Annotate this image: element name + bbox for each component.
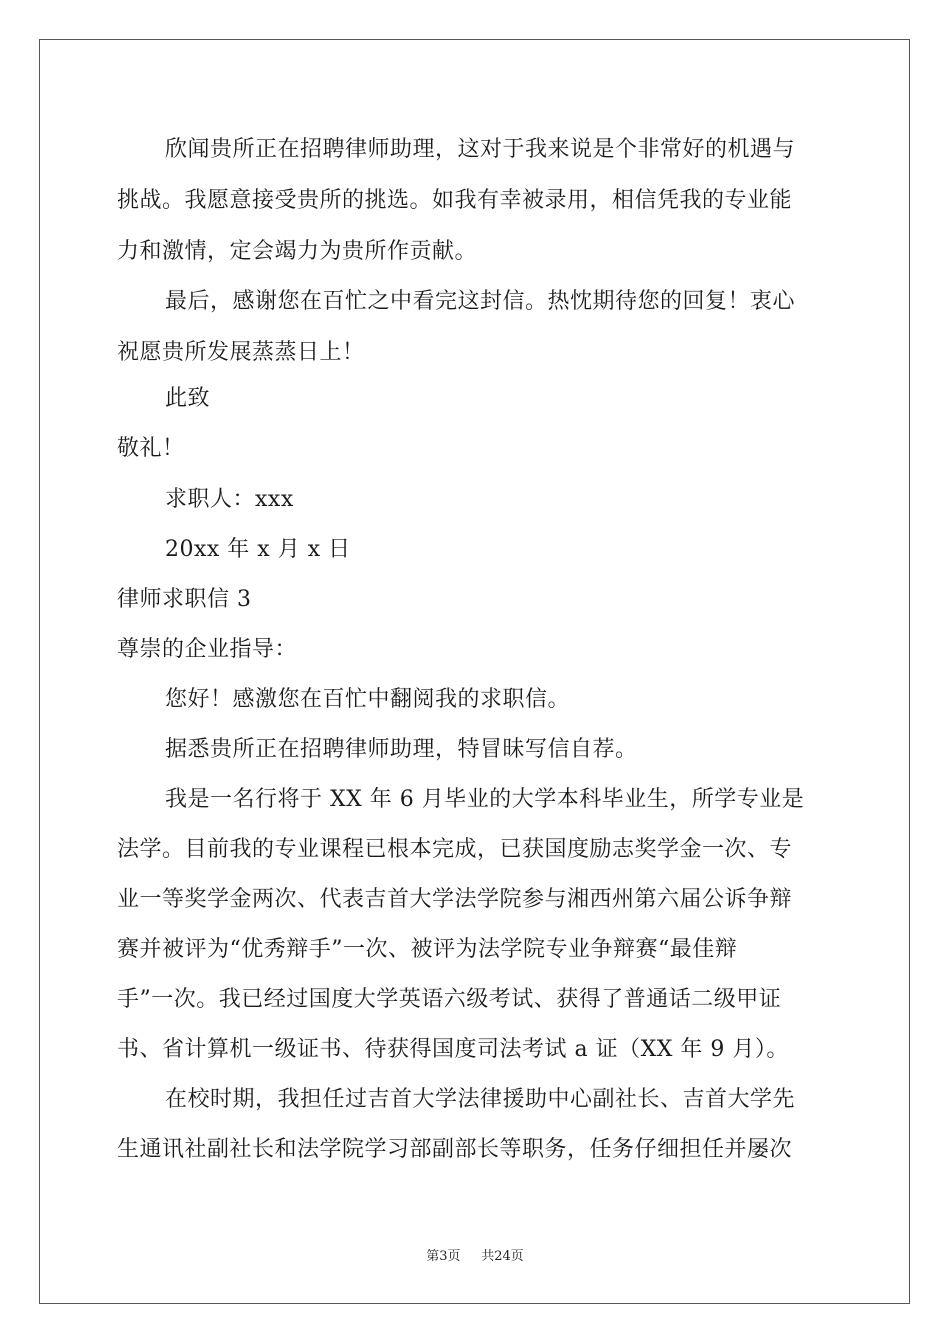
page-number: 第3页 <box>426 1249 461 1264</box>
signature-date: 20xx 年 x 月 x 日 <box>165 537 351 562</box>
page-footer <box>0 1245 950 1264</box>
paragraph-line: 业一等奖学金两次、代表吉首大学法学院参与湘西州第六届公诉争辩 <box>117 887 793 912</box>
paragraph-line: 挑战。我愿意接受贵所的挑选。如我有幸被录用，相信凭我的专业能 <box>117 188 793 213</box>
paragraph-line: 您好！感激您在百忙中翻阅我的求职信。 <box>165 687 571 712</box>
closing-salutation: 此致 <box>165 386 211 411</box>
paragraph-line: 书、省计算机一级证书、待获得国度司法考试 a 证（XX 年 9 月）。 <box>117 1037 789 1062</box>
paragraph-line: 欣闻贵所正在招聘律师助理，这对于我来说是个非常好的机遇与 <box>165 137 796 162</box>
paragraph-line: 赛并被评为“优秀辩手”一次、被评为法学院专业争辩赛“最佳辩 <box>117 937 738 962</box>
paragraph-line: 生通讯社副社长和法学院学习部副部长等职务，任务仔细担任并屡次 <box>117 1137 793 1162</box>
paragraph-line: 我是一名行将于 XX 年 6 月毕业的大学本科毕业生，所学专业是 <box>165 787 805 812</box>
greeting: 尊崇的企业指导： <box>117 637 298 662</box>
paragraph-line: 据悉贵所正在招聘律师助理，特冒昧写信自荐。 <box>165 737 638 762</box>
closing-regards: 敬礼！ <box>117 436 185 461</box>
page-total: 共24页 <box>481 1249 524 1264</box>
paragraph-line: 法学。目前我的专业课程已根本完成，已获国度励志奖学金一次、专 <box>117 837 793 862</box>
signature-applicant: 求职人：xxx <box>165 487 294 512</box>
paragraph-line: 力和激情，定会竭力为贵所作贡献。 <box>117 239 478 264</box>
paragraph-line: 手”一次。我已经过国度大学英语六级考试、获得了普通话二级甲证 <box>117 987 782 1012</box>
paragraph-line: 祝愿贵所发展蒸蒸日上！ <box>117 340 365 365</box>
section-title: 律师求职信 3 <box>117 587 252 612</box>
paragraph-line: 在校时期，我担任过吉首大学法律援助中心副社长、吉首大学先 <box>165 1087 796 1112</box>
paragraph-line: 最后，感谢您在百忙之中看完这封信。热忱期待您的回复！衷心 <box>165 289 796 314</box>
